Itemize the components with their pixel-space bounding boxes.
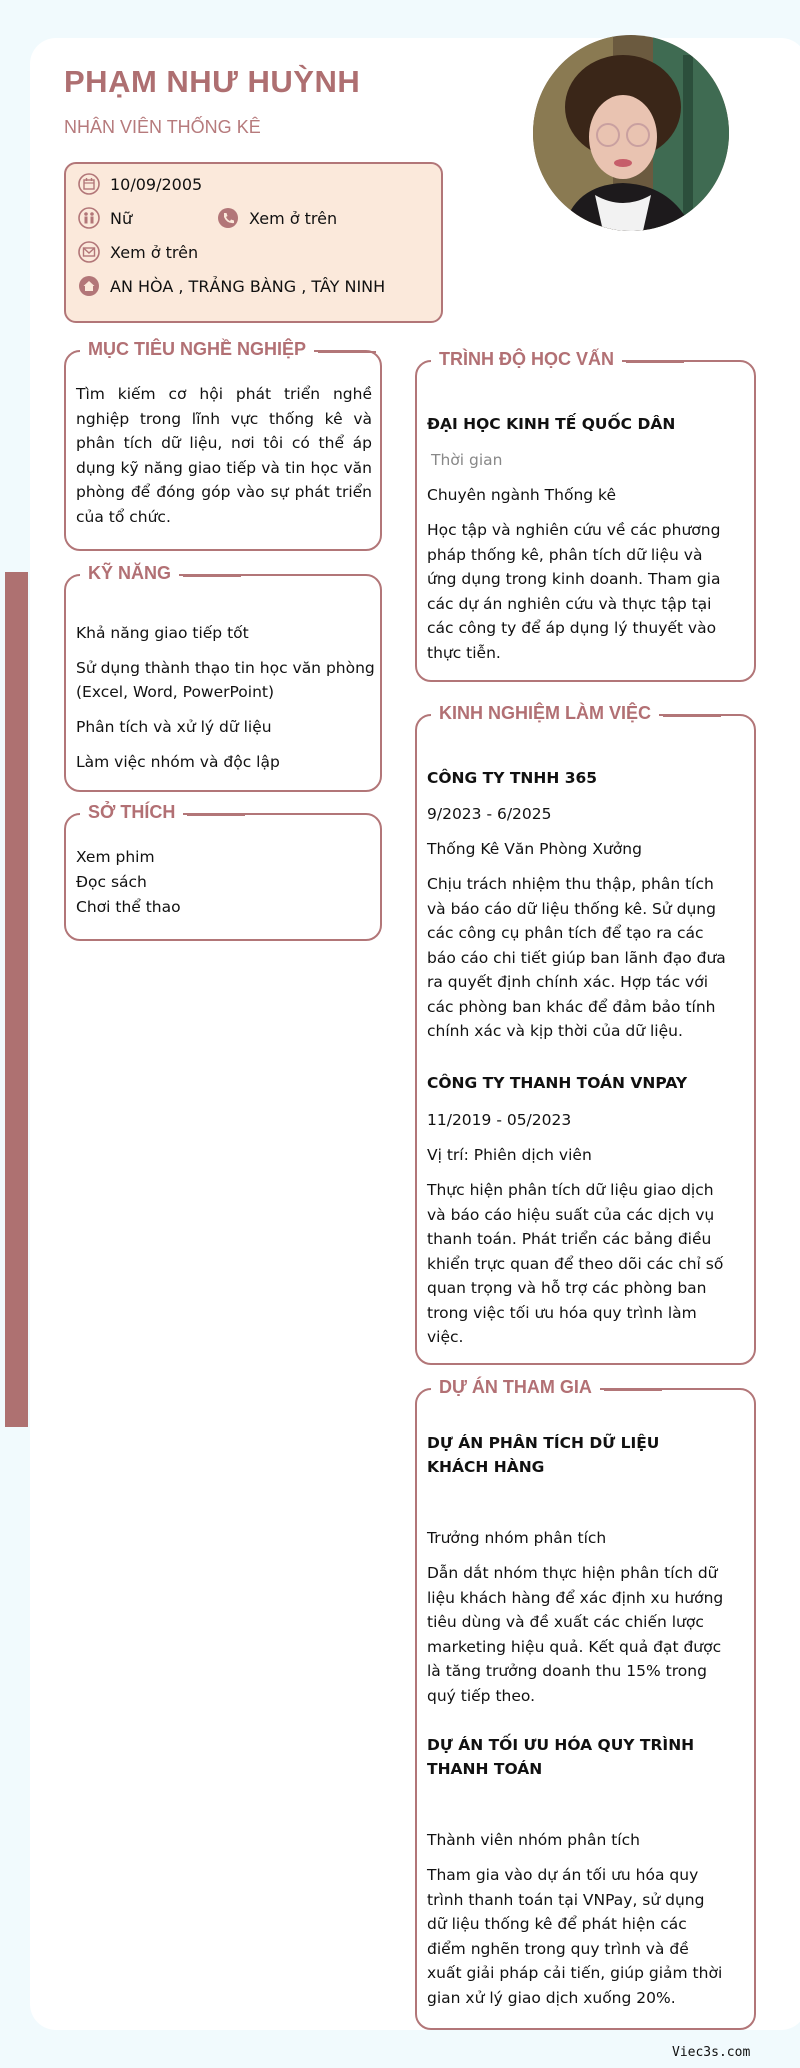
project-name: DỰ ÁN PHÂN TÍCH DỮ LIỆU KHÁCH HÀNG [427,1434,660,1476]
contact-email-row [78,241,198,263]
candidate-name: PHẠM NHƯ HUỲNH [64,64,361,99]
phone-icon [217,207,239,229]
hobbies-title: SỞ THÍCH [80,802,183,823]
education-title: TRÌNH ĐỘ HỌC VẤN [431,349,622,370]
project-role: Trưởng nhóm phân tích [427,1529,607,1547]
contact-phone: Xem ở trên [249,208,338,228]
contact-address: AN HÒA , TRẢNG BÀNG , TÂY NINH [110,276,386,296]
contact-email: Xem ở trên [110,242,199,262]
job-period: 9/2023 - 6/2025 [427,805,552,823]
experience-title: KINH NGHIỆM LÀM VIỆC [431,703,659,724]
job-period: 11/2019 - 05/2023 [427,1111,572,1129]
project-name: DỰ ÁN TỐI ƯU HÓA QUY TRÌNH THANH TOÁN [427,1736,695,1778]
education-description: Học tập và nghiên cứu về các phương pháp thống kê, phân tích dữ liệu và ứng dụng trong kinh doanh. Tham gia các dự án nghiên cứu và thực tập tại các công ty để áp dụng lý thuyết vào thực tiễn. [427,521,721,662]
skills-title: KỸ NĂNG [80,563,179,584]
education-time: Thời gian [431,451,503,469]
contact-address-row [78,275,385,297]
projects-title: DỰ ÁN THAM GIA [431,1377,600,1398]
contact-gender-row [78,207,132,229]
watermark: Viec3s.com [672,2045,751,2060]
hobby-item: Chơi thể thao [76,898,181,916]
hobby-item: Đọc sách [76,873,147,891]
objective-section [64,339,382,551]
contact-gender: Nữ [110,208,133,228]
job-company: CÔNG TY THANH TOÁN VNPAY [427,1074,688,1092]
education-school: ĐẠI HỌC KINH TẾ QUỐC DÂN [427,415,676,433]
email-icon [78,241,100,263]
job-position: Thống Kê Văn Phòng Xưởng [427,840,642,858]
hobbies-section [64,802,382,941]
hobby-item: Xem phim [76,848,155,866]
skills-section [64,563,382,792]
objective-title: MỤC TIÊU NGHỀ NGHIỆP [80,339,314,360]
project-description: Tham gia vào dự án tối ưu hóa quy trình thanh toán tại VNPay, sử dụng dữ liệu thống kê để phát hiện các điểm nghẽn trong quy trình và đề xuất giải pháp cải tiến, giúp giảm thời gian xử lý giao dịch xuống 20%. [427,1866,723,2007]
project-description: Dẫn dắt nhóm thực hiện phân tích dữ liệu khách hàng để xác định xu hướng tiêu dùng và đề xuất các chiến lược marketing hiệu quả. Kết quả đạt được là tăng trưởng doanh thu 15% trong quý tiếp theo. [427,1564,724,1705]
education-major: Chuyên ngành Thống kê [427,486,616,504]
job-description: Chịu trách nhiệm thu thập, phân tích và báo cáo dữ liệu thống kê. Sử dụng các công cụ phân tích để tạo ra các báo cáo chi tiết giúp ban lãnh đạo đưa ra quyết định chính xác. Hợp tác với các phòng ban khác để đảm bảo tính chính xác và kịp thời của dữ liệu. [427,875,726,1040]
contact-phone-row [217,207,337,229]
job-description: Thực hiện phân tích dữ liệu giao dịch và báo cáo hiệu suất của các dịch vụ thanh toán. Phát triển các bảng điều khiển trực quan để theo dõi các chỉ số quan trọng và hỗ trợ các phòng ban trong việc tối ưu hóa quy trình làm việc. [427,1181,724,1346]
skill-item: Sử dụng thành thạo tin học văn phòng (Excel, Word, PowerPoint) [76,659,375,701]
education-section [415,349,756,682]
home-icon [78,275,100,297]
projects-section [415,1377,756,2030]
experience-section [415,703,756,1365]
profile-photo [533,35,729,231]
job-company: CÔNG TY TNHH 365 [427,769,598,787]
skill-item: Phân tích và xử lý dữ liệu [76,718,272,736]
project-role: Thành viên nhóm phân tích [427,1831,640,1849]
gender-icon [78,207,100,229]
contact-birthday: 10/09/2005 [110,174,203,194]
job-title: NHÂN VIÊN THỐNG KÊ [64,117,261,137]
contact-birthday-row [78,173,202,195]
job-position: Vị trí: Phiên dịch viên [427,1146,592,1164]
skill-item: Khả năng giao tiếp tốt [76,624,249,642]
skill-item: Làm việc nhóm và độc lập [76,753,280,771]
calendar-icon [78,173,100,195]
contact-box [64,162,443,323]
decorative-band-left [5,572,28,1427]
objective-text: Tìm kiếm cơ hội phát triển nghề nghiệp trong lĩnh vực thống kê và phân tích dữ liệu, nơi tôi có thể áp dụng kỹ năng giao tiếp và tin học văn phòng để đóng góp vào sự phát triển của tổ chức. [76,385,372,526]
